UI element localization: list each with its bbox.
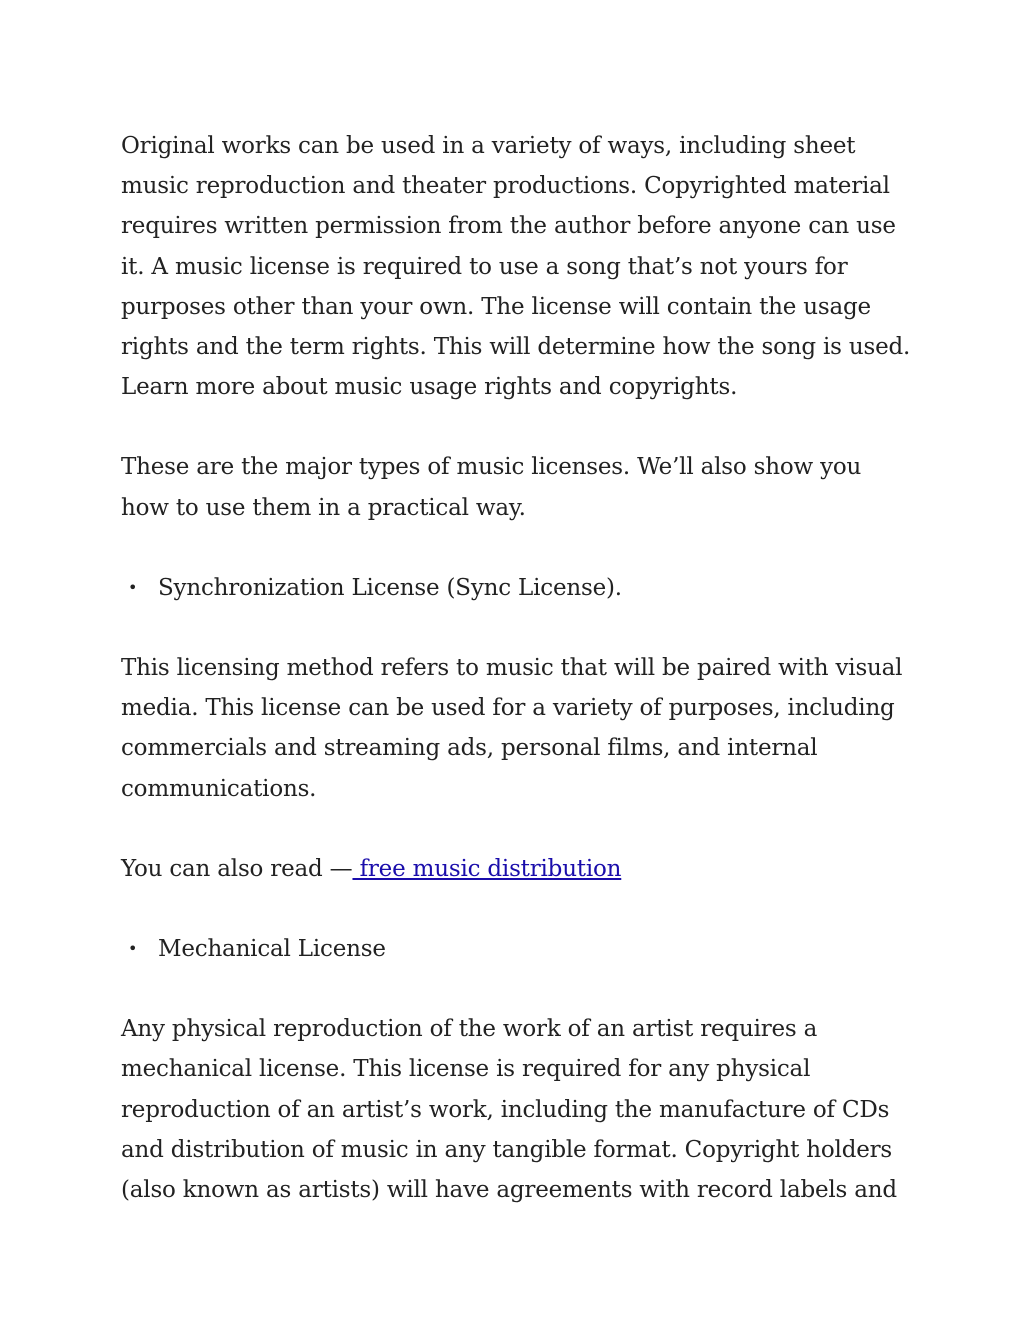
list-item-label: Mechanical License [158,936,386,963]
bullet-icon: • [128,577,138,597]
document-body [121,126,911,1250]
paragraph-intro: Original works can be used in a variety of ways, including sheet music reproduction and theater productions. Copyrighted material requires written permission from the author before anyone can use it. A music license is required to use a song that’s not yours for purposes other than your own. The license will contain the usage rights and the term rights. This will determine how the song is used. Learn more about music usage rights and copyrights. [121,133,911,401]
paragraph-also-read [121,849,911,889]
bullet-list-sync [121,568,911,608]
bullet-list-mechanical [121,929,911,969]
also-read-prefix: You can also read — [121,855,353,882]
paragraph-mechanical-description: Any physical reproduction of the work of an artist requires a mechanical license. This license is required for any physical reproduction of an artist’s work, including the manufacture of CDs and distribution of music in any tangible format. Copyright holders (also known as artists) will have agreements with record labels and [121,1016,897,1204]
bullet-icon: • [128,939,138,959]
list-item-mechanical-license [121,929,911,969]
free-music-distribution-link[interactable]: free music distribution [352,855,622,882]
paragraph-license-types: These are the major types of music licenses. We’ll also show you how to use them in a practical way. [121,454,862,521]
list-item-sync-license [121,568,911,608]
paragraph-sync-description: This licensing method refers to music that will be paired with visual media. This license can be used for a variety of purposes, including commercials and streaming ads, personal films, and internal communications. [121,655,903,802]
list-item-label: Synchronization License (Sync License). [158,574,622,601]
